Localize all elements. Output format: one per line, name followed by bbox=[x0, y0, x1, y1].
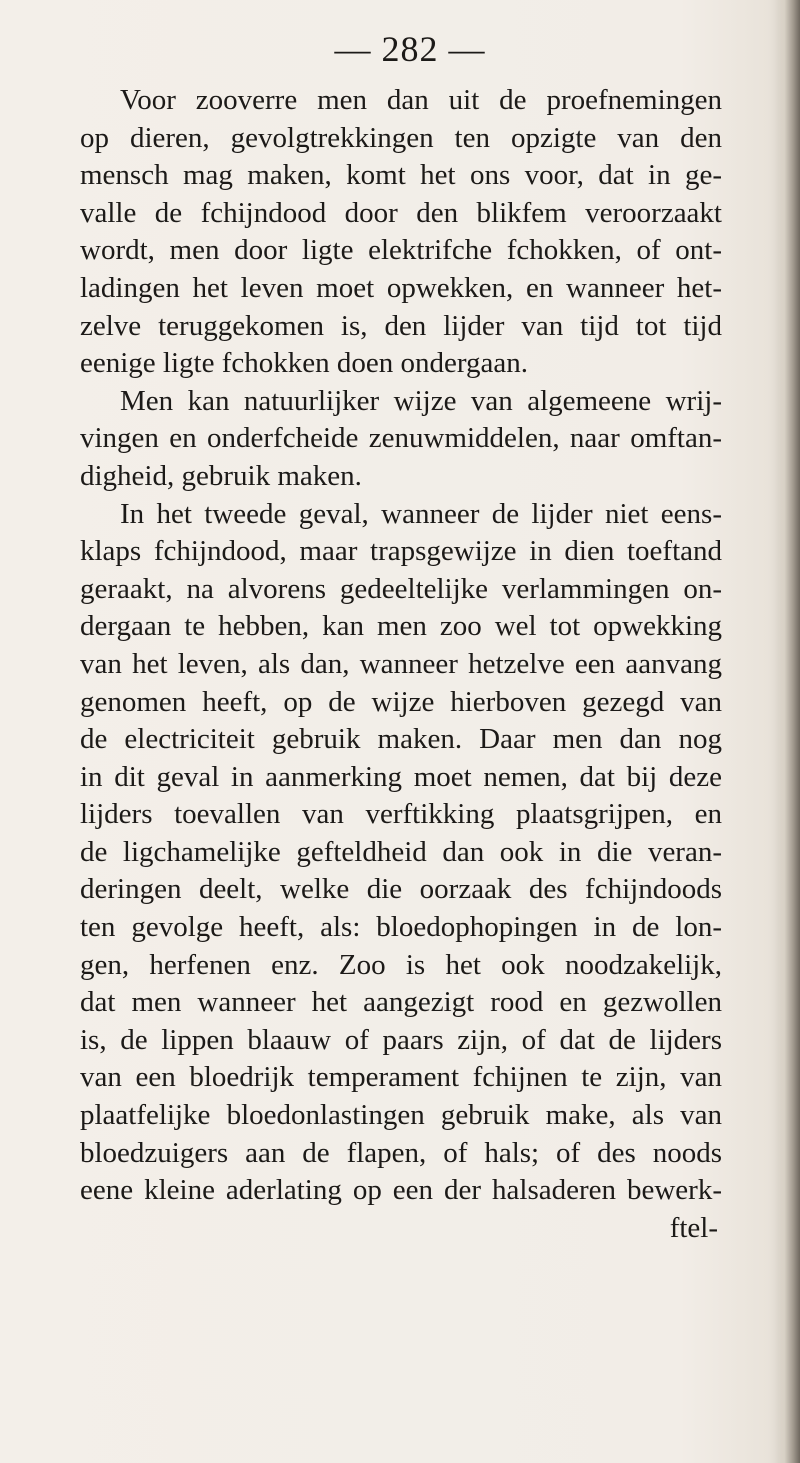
text-line: lijders toevallen van verftikking plaatsgrijpen, en bbox=[80, 798, 722, 831]
text-line: vingen en onderfcheide zenuwmiddelen, naar omftan- bbox=[80, 422, 722, 455]
text-line: wordt, men door ligte elektrifche fchokken, of ont- bbox=[80, 234, 722, 267]
text-line: mensch mag maken, komt het ons voor, dat in ge- bbox=[80, 159, 722, 192]
page-number: — 282 — bbox=[334, 29, 486, 69]
text-line: digheid, gebruik maken. bbox=[80, 459, 362, 492]
text-line: plaatfelijke bloedonlastingen gebruik make, als van bbox=[80, 1099, 722, 1132]
text-line: klaps fchijndood, maar trapsgewijze in dien toeftand bbox=[80, 535, 722, 568]
text-line: eene kleine aderlating op een der halsaderen bewerk- bbox=[80, 1174, 722, 1207]
text-line: In het tweede geval, wanneer de lijder niet eens- bbox=[120, 497, 722, 530]
catchword: ftel- bbox=[669, 1211, 718, 1244]
text-line: deringen deelt, welke die oorzaak des fchijndoods bbox=[80, 873, 722, 906]
page-binding-shadow bbox=[774, 0, 800, 1463]
text-line: is, de lippen blaauw of paars zijn, of dat de lijders bbox=[80, 1023, 722, 1056]
text-line: geraakt, na alvorens gedeeltelijke verlammingen on- bbox=[80, 572, 722, 605]
text-line: valle de fchijndood door den blikfem veroorzaakt bbox=[80, 196, 722, 229]
text-line: gen, herfenen enz. Zoo is het ook noodzakelijk, bbox=[80, 948, 722, 981]
text-line: ladingen het leven moet opwekken, en wanneer het- bbox=[80, 271, 722, 304]
text-line: Voor zooverre men dan uit de proefnemingen bbox=[120, 84, 722, 116]
text-line: bloedzuigers aan de flapen, of hals; of des noods bbox=[80, 1136, 722, 1169]
text-line: dat men wanneer het aangezigt rood en gezwollen bbox=[80, 986, 722, 1019]
body-text bbox=[80, 82, 722, 1247]
text-line: op dieren, gevolgtrekkingen ten opzigte van den bbox=[80, 121, 722, 154]
text-line: de electriciteit gebruik maken. Daar men dan nog bbox=[80, 723, 722, 756]
text-line: in dit geval in aanmerking moet nemen, dat bij deze bbox=[80, 760, 722, 793]
text-line: van een bloedrijk temperament fchijnen te zijn, van bbox=[80, 1061, 722, 1094]
text-line: van het leven, als dan, wanneer hetzelve een aanvang bbox=[80, 647, 722, 680]
text-line: ten gevolge heeft, als: bloedophopingen in de lon- bbox=[80, 911, 722, 944]
text-line: eenige ligte fchokken doen ondergaan. bbox=[80, 347, 528, 380]
text-line: Men kan natuurlijker wijze van algemeene wrij- bbox=[120, 384, 722, 417]
text-line: genomen heeft, op de wijze hierboven gezegd van bbox=[80, 685, 722, 718]
text-line: zelve teruggekomen is, den lijder van tijd tot tijd bbox=[80, 309, 722, 342]
text-line: dergaan te hebben, kan men zoo wel tot opwekking bbox=[80, 610, 722, 643]
text-line: de ligchamelijke gefteldheid dan ook in die veran- bbox=[80, 835, 722, 868]
